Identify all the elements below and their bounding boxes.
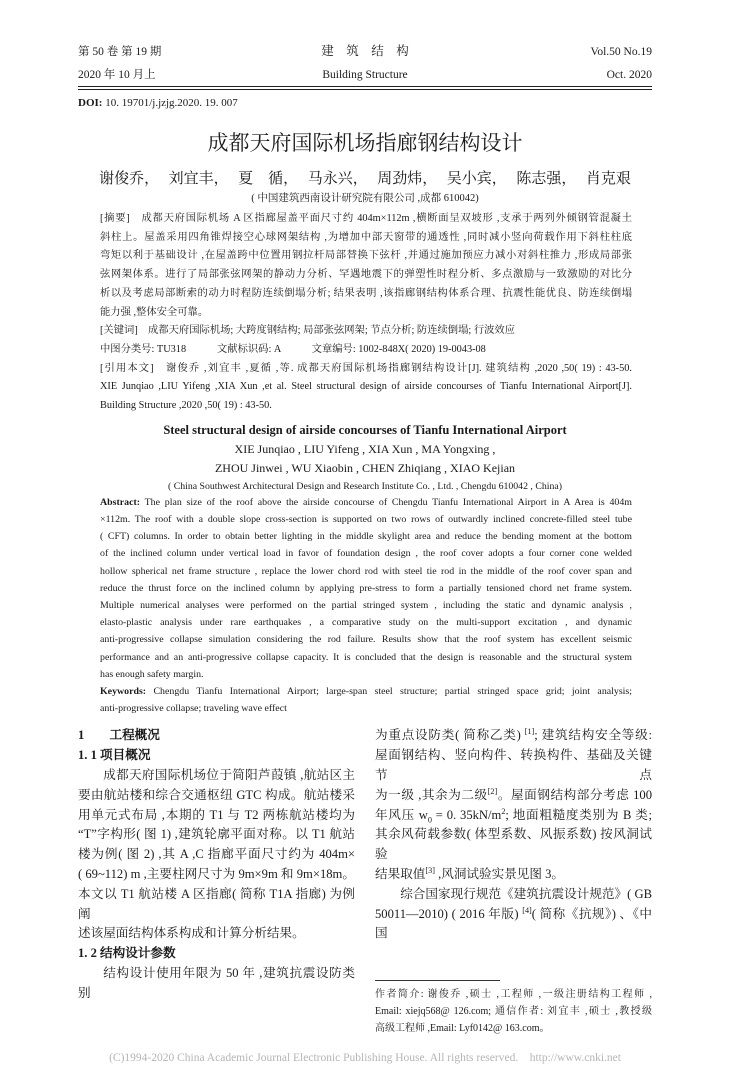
text-segment: The plan size of the roof above the airside concourse of Chengdu Tianfu International Airport in A Area is 404m [140, 496, 632, 508]
text-line: performance and an anti-progressive collapse capacity. It is concluded that the design is reasonable and the structural system [100, 651, 632, 663]
text-line: 述该屋面结构体系构成和计算分析结果。 [78, 926, 305, 941]
authors-cn: 谢俊乔， 刘宜丰， 夏 循， 马永兴， 周劲炜， 吴小宾， 陈志强， 肖克艰 [99, 169, 631, 187]
text-segment: = 0. 35kN/m [431, 807, 502, 822]
date-cn: 2020 年 10 月上 [78, 69, 156, 81]
text-line: of the inclined column under vertical load in favor of foundation design , the roof cover adopts a four corner cone welded [100, 548, 632, 560]
text-line [100, 683, 632, 700]
text-line: 本文以 T1 航站楼 A 区指廊( 简称 T1A 指廊) 为例阐 [78, 886, 355, 921]
text-segment: ,风洞试验实景见图 3。 [434, 866, 565, 881]
text-line: 其余风荷载参数( 体型系数、风振系数) 按风洞试验 [375, 827, 652, 862]
text-line: XIE Junqiao ,LIU Yifeng ,XIA Xun ,et al. Steel structural design of airside concourses of Tianfu International Airport[J]. [100, 381, 632, 393]
text-line: Multiple numerical analyses were performed on the partial stringed system , including the static and dynamic analysis , [100, 599, 632, 611]
running-header-row-1 [78, 39, 652, 63]
text-line: Building Structure ,2020 ,50( 19) : 43-50. [100, 400, 272, 412]
text-segment: 50011—2010) ( 2016 年版) [375, 906, 523, 921]
text-line: [引用本文] 谢俊乔 ,刘宜丰 ,夏循 ,等. 成都天府国际机场指廊钢结构设计[J]. 建筑结构 ,2020 ,50( 19) : 43-50. [100, 362, 632, 374]
paper-title-cn: 成都天府国际机场指廊钢结构设计 [207, 131, 523, 155]
text-line: has enough safety margin. [100, 668, 204, 680]
text-segment: 为重点设防类( 简称乙类) [375, 728, 525, 743]
doi-label: DOI: [78, 97, 103, 109]
footnote-rule [375, 980, 500, 981]
text-line [375, 905, 652, 945]
text-line: 高级工程师 ,Email: Lyf0142@ 163.com。 [375, 1023, 550, 1035]
subscript: 0 [427, 815, 432, 825]
text-line: hollow spherical net frame structure , replace the lower chord rod with steel tie rod in the middle of the roof cover span and [100, 565, 632, 577]
text-line [78, 746, 355, 766]
text-line [375, 726, 652, 746]
text-line: Email: xiejq568@ 126.com; 通信作者: 刘宜丰 ,硕士 ,教授级 [375, 1006, 652, 1018]
volume-issue-cn: 第 50 卷 第 19 期 [78, 46, 162, 58]
authors-en-line-1: XIE Junqiao , LIU Yifeng , XIA Xun , MA Yongxing , [234, 441, 496, 456]
text-line: 成都天府国际机场位于简阳芦葭镇 ,航站区主 [103, 767, 355, 782]
text-line: 结构设计使用年限为 50 年 ,建筑抗震设防类别 [78, 965, 355, 1000]
text-line: ×112m. The roof with a double slope cross-section is supported on two rows of outwardly inclined concrete-filled steel tube [100, 513, 632, 525]
text-line: 要由航站楼和综合交通枢纽 GTC 构成。航站楼采 [78, 787, 355, 802]
text-line: [摘要] 成都天府国际机场 A 区指廊屋盖平面尺寸约 404m×112m ,横断面呈双坡形 ,支承于两列外倾钢管混凝土 [100, 213, 632, 224]
text-segment: ; 建筑结构安全等级: [534, 728, 653, 743]
text-line: 用单元式布局 ,本期的 T1 与 T2 两栋航站楼均为 [78, 807, 355, 822]
superscript: [4] [522, 905, 532, 915]
bold-label: Keywords: [100, 685, 147, 697]
superscript: [1] [524, 727, 535, 737]
text-line: [关键词] 成都天府国际机场; 大跨度钢结构; 局部张弦网架; 节点分析; 防连续倒塌; 行波效应 [100, 325, 516, 337]
text-segment: 为一级 ,其余为二级 [375, 787, 488, 802]
text-segment: 。屋面钢结构部分考虑 100 [497, 787, 653, 802]
abstract-cn [100, 210, 632, 416]
text-line [78, 726, 355, 746]
text-line: ( 69~112) m ,主要柱网尺寸为 9m×9m 和 9m×18m。 [78, 866, 355, 881]
author-footnote [375, 986, 652, 1037]
body-column-right [375, 726, 652, 944]
superscript: [3] [425, 865, 435, 875]
doi [78, 96, 652, 110]
text-line [375, 786, 652, 806]
text-segment: ; 地面粗糙度类别为 B 类; [505, 807, 653, 822]
doi-value: 10. 19701/j.jzjg.2020. 19. 007 [102, 97, 238, 109]
header-rule-thin [78, 89, 652, 90]
running-header-row-2 [78, 63, 652, 87]
text-line: anti-progressive collapse; traveling wave effect [100, 703, 287, 715]
text-line [100, 494, 632, 511]
bold-label: Abstract: [100, 496, 141, 508]
superscript: 2 [501, 806, 506, 816]
text-line: reduce the thrust force on the inclined column by applying pre-stress to form a partially tensioned chord net frame system. [100, 582, 632, 594]
affiliation-cn: ( 中国建筑西南设计研究院有限公司 ,成都 610042) [251, 193, 479, 204]
abstract-en [100, 494, 632, 718]
body-columns [78, 726, 652, 1037]
text-segment: 年风压 w [375, 807, 428, 822]
text-segment: 结果取值 [375, 866, 426, 881]
text-line: 楼为例( 图 2) ,其 A ,C 指廊平面尺寸约为 404m× [78, 847, 355, 862]
text-line [375, 806, 652, 826]
text-segment: ( 简称《抗规》) 、《中国 [375, 906, 652, 941]
text-line: 综合国家现行规范《建筑抗震设计规范》( GB [400, 886, 652, 901]
text-line: 作者简介: 谢俊乔 ,硕士 ,工程师 ,一级注册结构工程师 , [375, 989, 652, 1001]
text-line: 斜柱上。屋盖采用四角锥焊接空心球网架结构 ,为增加中部天窗带的通透性 ,同时减小竖向荷载作用下斜柱柱底 [100, 231, 632, 243]
superscript: [2] [487, 786, 498, 796]
text-line: 弯矩以利于基础设计 ,在屋盖跨中位置用钢拉杆局部替换下弦杆 ,并通过施加预应力减小对斜柱推力 ,形成局部张 [100, 250, 632, 262]
journal-name-en: Building Structure [322, 69, 408, 81]
text-line: ( CFT) columns. In order to obtain better lighting in the middle skylight area and reduce the bending moment at the bottom [100, 531, 632, 543]
text-line: 析以及考虑局部断索的动力时程防连续倒塌分析; 结果表明 ,该指廊钢结构体系合理、抗震性能优良、防连续倒塌 [100, 287, 632, 299]
copyright-watermark: (C)1994-2020 China Academic Journal Electronic Publishing House. All rights reserved. http://www.cnki.net [109, 1052, 621, 1065]
text-line: 能力强 ,整体安全可靠。 [100, 306, 209, 318]
paper-title-en: Steel structural design of airside concourses of Tianfu International Airport [163, 422, 567, 437]
volume-issue-en: Vol.50 No.19 [590, 46, 652, 58]
body-column-right-wrap [375, 726, 652, 1037]
bold-label: 1. 1 项目概况 [78, 748, 151, 763]
affiliation-en: ( China Southwest Architectural Design and Research Institute Co. , Ltd. , Chengdu 610042 , China) [168, 480, 562, 492]
text-line: 中图分类号: TU318 文献标识码: A 文章编号: 1002-848X( 2020) 19-0043-08 [100, 343, 486, 355]
text-line: 屋面钢结构、竖向构件、转换构件、基础及关键节点 [375, 748, 652, 782]
text-line: 弦网架体系。进行了局部张弦网架的静动力分析、罕遇地震下的弹塑性时程分析、多点激励与一致激励的对比分 [100, 269, 632, 281]
bold-label: 1. 2 结构设计参数 [78, 946, 176, 961]
date-en: Oct. 2020 [606, 69, 652, 81]
bold-label: 1 工程概况 [78, 728, 160, 743]
journal-name-cn: 建 筑 结 构 [321, 44, 409, 58]
text-line: “T”字构形( 图 1) ,建筑轮廓平面对称。以 T1 航站 [78, 827, 355, 842]
text-line [78, 944, 355, 964]
text-segment: Chengdu Tianfu International Airport; large-span steel structure; partial stringed space grid; joint analysis; [146, 685, 632, 697]
text-line [375, 865, 652, 885]
text-line: elasto-plastic analysis under rare earthquakes , a comparative study on the multi-support excitation , and dynamic [100, 617, 632, 629]
body-column-left [78, 726, 355, 1003]
text-line: anti-progressive collapse simulation considering the rod failure. Results show that the roof system has excellent seismic [100, 634, 632, 646]
authors-en-line-2: ZHOU Jinwei , WU Xiaobin , CHEN Zhiqiang , XIAO Kejian [214, 461, 516, 476]
